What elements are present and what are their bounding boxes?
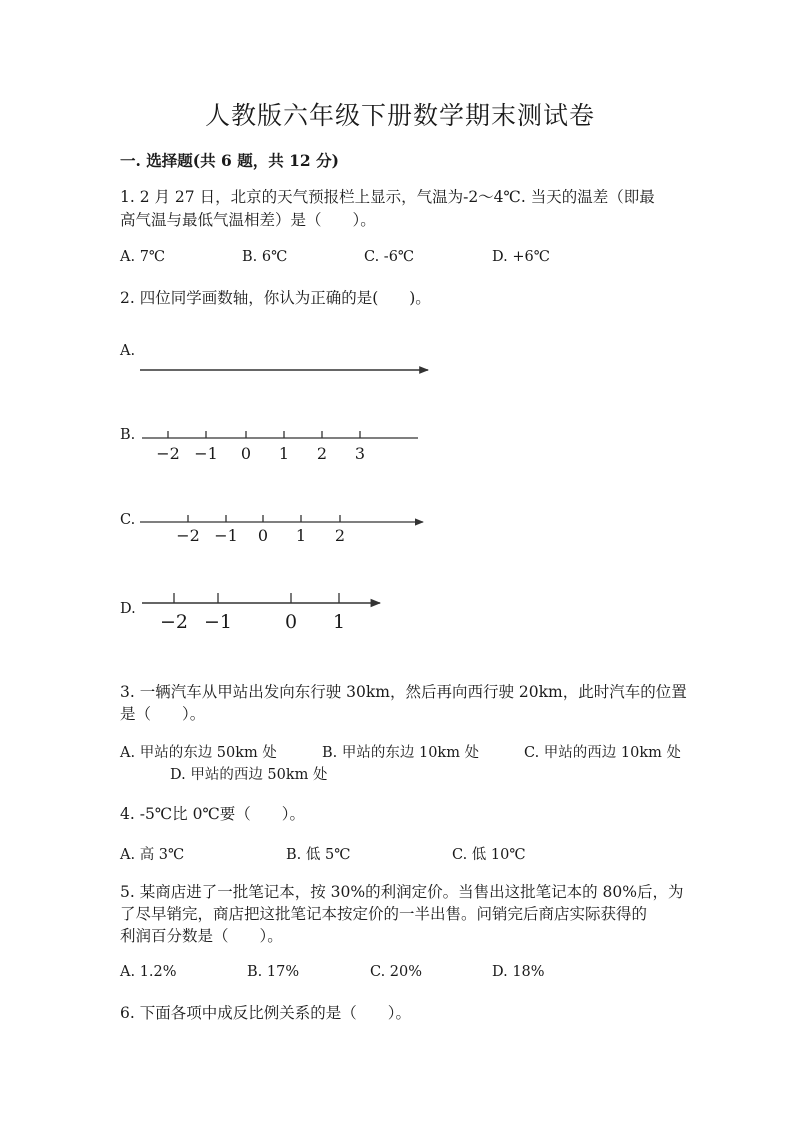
q2-option-c-label: C. — [120, 512, 136, 528]
q3-option-b: B. 甲站的东边 10km 处 — [322, 745, 480, 761]
q6-text: 6. 下面各项中成反比例关系的是（ ）。 — [120, 1004, 411, 1022]
q2-b-tick-label: 1 — [278, 444, 290, 463]
q4-text: 4. -5℃比 0℃要（ ）。 — [120, 805, 306, 823]
q4-option-c: C. 低 10℃ — [452, 847, 526, 863]
q5-option-a: A. 1.2% — [120, 964, 177, 980]
q3-line2: 是（ ）。 — [120, 705, 206, 723]
q3-option-c: C. 甲站的西边 10km 处 — [524, 745, 682, 761]
q2-c-tick-label: 0 — [257, 526, 269, 545]
q5-line2: 了尽早销完，商店把这批笔记本按定价的一半出售。问销完后商店实际获得的 — [120, 905, 648, 923]
q2-c-tick-label: 2 — [334, 526, 346, 545]
q2-c-tick-label: −1 — [214, 526, 238, 545]
q2-b-tick-label: 2 — [316, 444, 328, 463]
q2-d-tick-label: 0 — [284, 611, 298, 633]
section-heading: 一. 选择题(共 6 题，共 12 分) — [120, 151, 339, 170]
q2-c-tick-label: 1 — [295, 526, 307, 545]
q4-option-b: B. 低 5℃ — [286, 847, 351, 863]
q1-option-c: C. -6℃ — [364, 249, 415, 265]
q5-option-b: B. 17% — [247, 964, 300, 980]
q2-text: 2. 四位同学画数轴，你认为正确的是( )。 — [120, 289, 431, 307]
q1-line1: 1. 2 月 27 日，北京的天气预报栏上显示，气温为-2～4℃. 当天的温差（即最 — [120, 188, 655, 206]
q3-option-d: D. 甲站的西边 50km 处 — [170, 767, 328, 783]
q2-option-b-label: B. — [120, 427, 136, 443]
q2-b-tick-label: 3 — [354, 444, 366, 463]
q1-line2: 高气温与最低气温相差）是（ ）。 — [120, 211, 376, 229]
q1-option-b: B. 6℃ — [242, 249, 288, 265]
q5-option-d: D. 18% — [492, 964, 545, 980]
q1-option-d: D. +6℃ — [492, 249, 550, 265]
q2-option-d-label: D. — [120, 601, 136, 617]
q1-option-a: A. 7℃ — [120, 249, 166, 265]
q2-b-tick-label: −2 — [156, 444, 180, 463]
q5-option-c: C. 20% — [370, 964, 423, 980]
q2-b-tick-label: −1 — [194, 444, 218, 463]
q5-line3: 利润百分数是（ ）。 — [120, 927, 283, 945]
q2-c-tick-label: −2 — [176, 526, 200, 545]
q3-option-a: A. 甲站的东边 50km 处 — [120, 745, 277, 761]
q2-d-tick-label: −1 — [203, 611, 233, 633]
q2-d-tick-label: −2 — [159, 611, 189, 633]
page-title: 人教版六年级下册数学期末测试卷 — [204, 101, 595, 130]
q2-option-a-label: A. — [120, 343, 136, 359]
q3-line1: 3. 一辆汽车从甲站出发向东行驶 30km，然后再向西行驶 20km，此时汽车的位置 — [120, 683, 687, 701]
q5-line1: 5. 某商店进了一批笔记本，按 30%的利润定价。当售出这批笔记本的 80%后，为 — [120, 883, 684, 901]
q2-b-tick-label: 0 — [240, 444, 252, 463]
q2-d-tick-label: 1 — [332, 611, 346, 633]
q4-option-a: A. 高 3℃ — [120, 847, 185, 863]
